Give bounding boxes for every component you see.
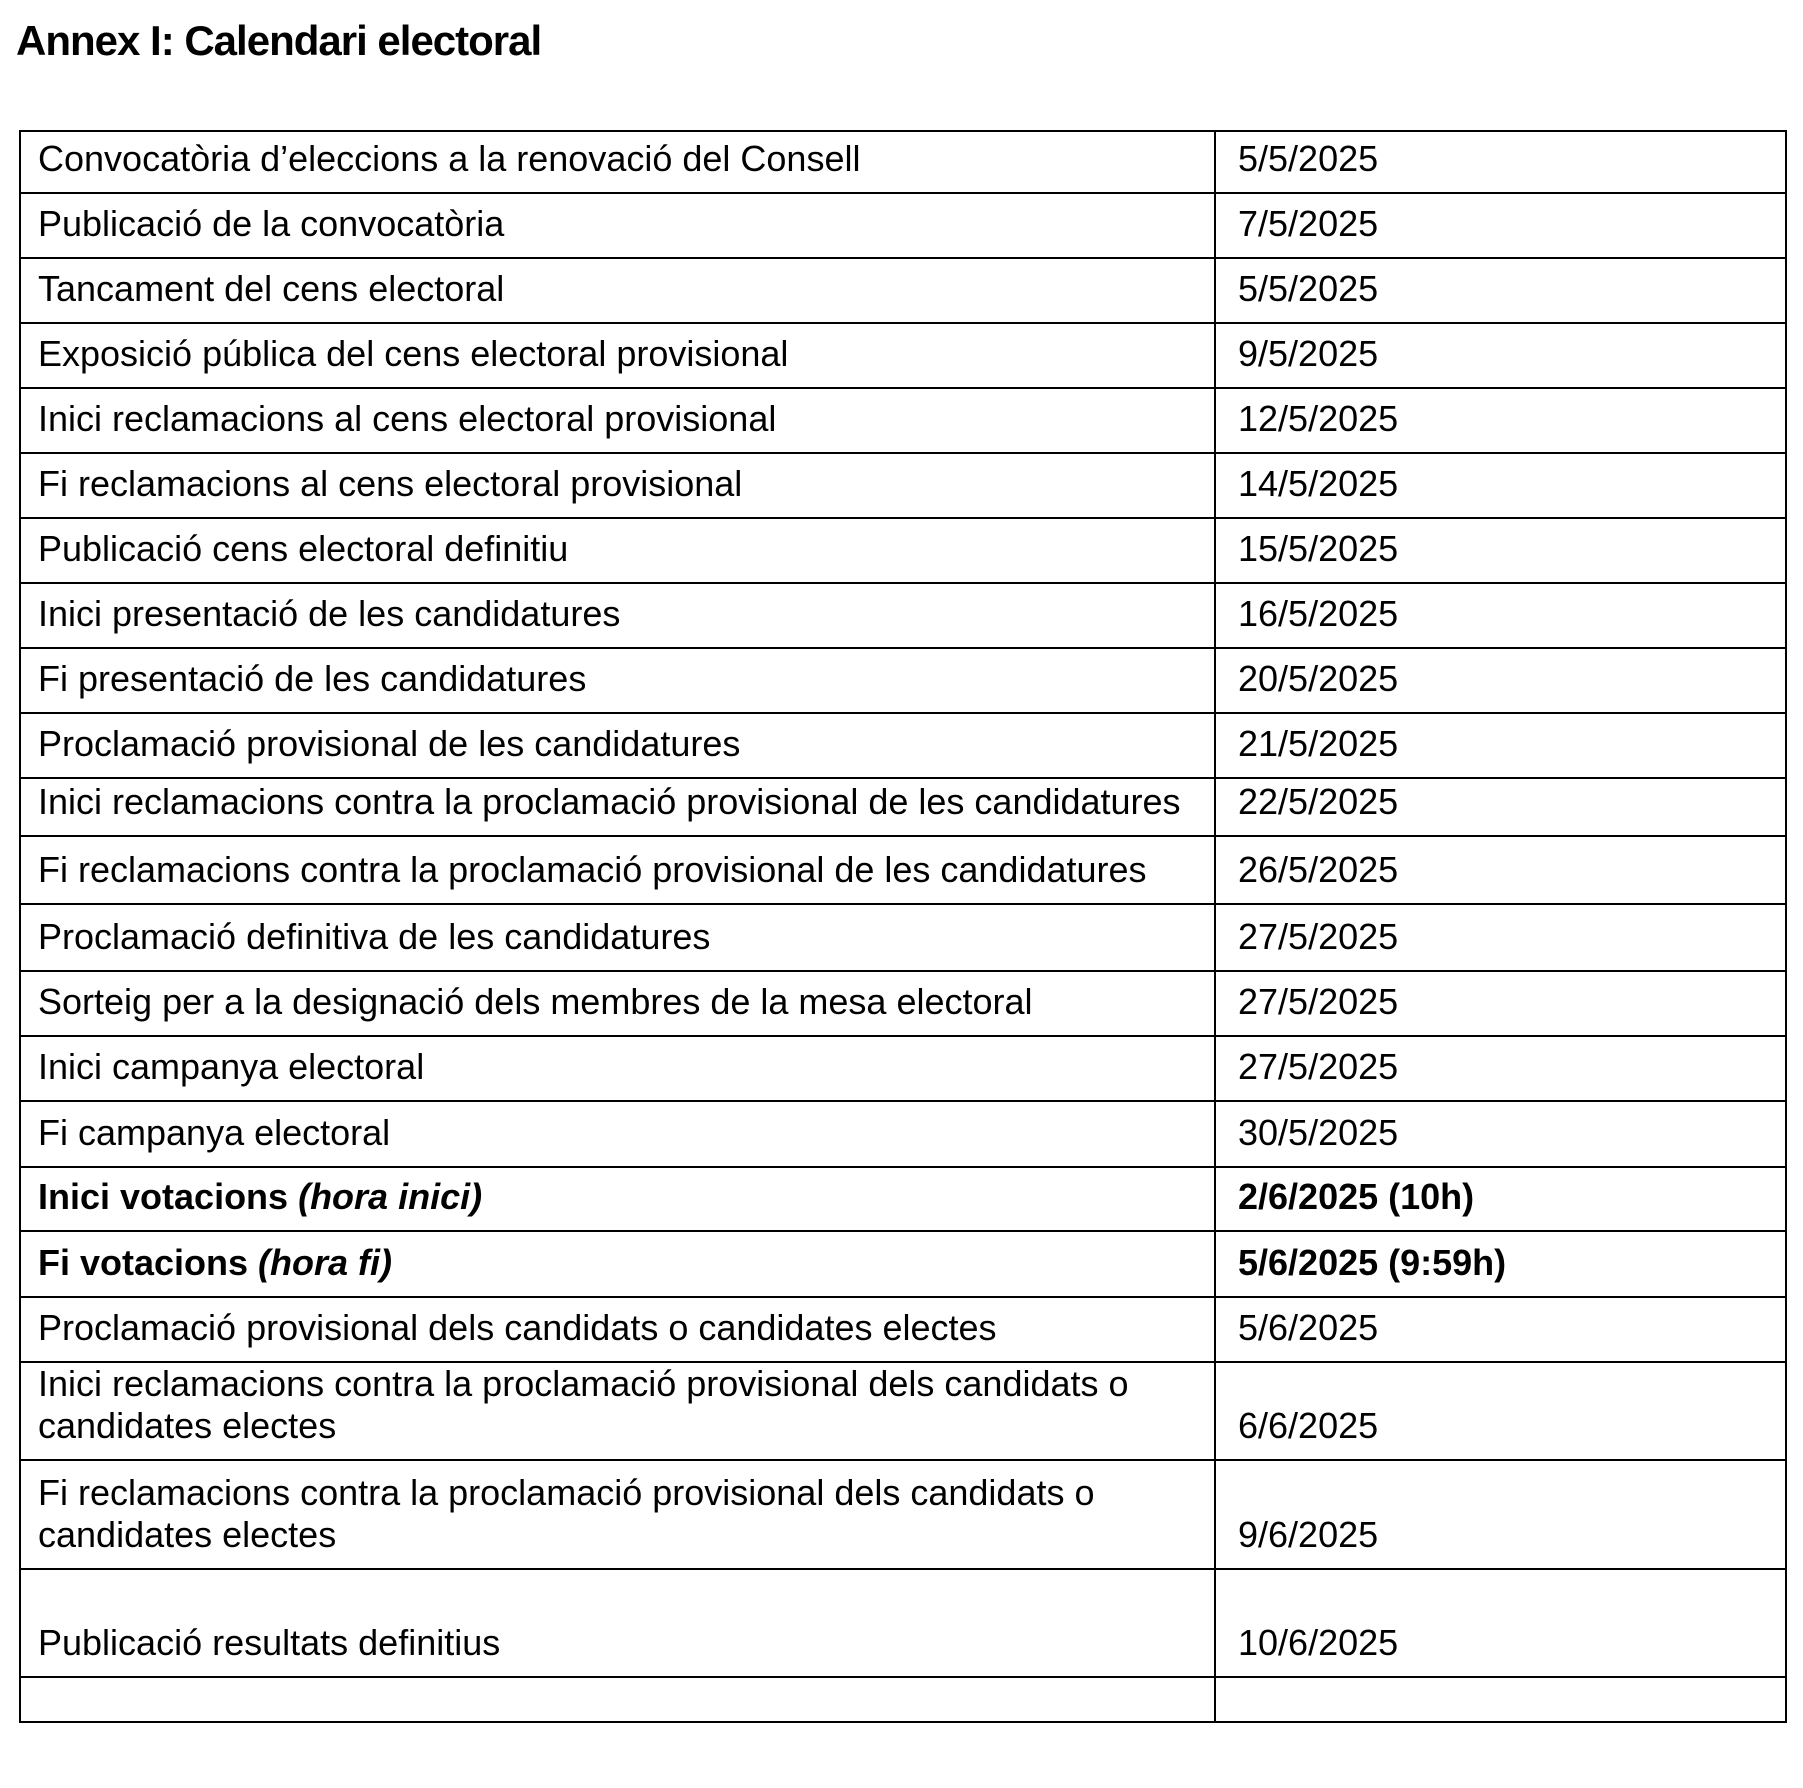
date-cell bbox=[1215, 836, 1786, 904]
date-cell bbox=[1215, 1297, 1786, 1362]
date-label: 27/5/2025 bbox=[1238, 1046, 1399, 1087]
event-cell bbox=[20, 1569, 1215, 1677]
table-row bbox=[20, 778, 1786, 836]
event-label: Fi presentació de les candidatures bbox=[38, 658, 587, 699]
event-line: Inici reclamacions contra la proclamació provisional dels candidats o bbox=[38, 1363, 1129, 1404]
table-row bbox=[20, 648, 1786, 713]
table-row bbox=[20, 1167, 1786, 1231]
event-label: Fi campanya electoral bbox=[38, 1112, 391, 1153]
event-cell bbox=[20, 518, 1215, 583]
event-cell bbox=[20, 1036, 1215, 1101]
table-row bbox=[20, 1231, 1786, 1297]
table-row bbox=[20, 836, 1786, 904]
event-label: Inici reclamacions contra la proclamació provisional de les candidatures bbox=[38, 781, 1181, 822]
date-cell bbox=[1215, 1460, 1786, 1569]
calendar-table-body bbox=[20, 131, 1786, 1722]
date-cell bbox=[1215, 1362, 1786, 1460]
date-label: 21/5/2025 bbox=[1238, 723, 1399, 764]
table-row bbox=[20, 971, 1786, 1036]
event-cell bbox=[20, 1677, 1215, 1722]
date-label: 15/5/2025 bbox=[1238, 528, 1399, 569]
event-cell bbox=[20, 1101, 1215, 1167]
date-cell bbox=[1215, 1677, 1786, 1722]
date-label: 9/5/2025 bbox=[1238, 333, 1379, 374]
date-label: 5/6/2025 bbox=[1238, 1307, 1379, 1348]
table-row bbox=[20, 1569, 1786, 1677]
event-label: Tancament del cens electoral bbox=[38, 268, 505, 309]
event-label: Proclamació provisional dels candidats o candidates electes bbox=[38, 1307, 997, 1348]
date-cell bbox=[1215, 1231, 1786, 1297]
date-cell bbox=[1215, 583, 1786, 648]
calendar-table bbox=[19, 130, 1787, 1723]
event-cell bbox=[20, 323, 1215, 388]
date-label: 5/5/2025 bbox=[1238, 268, 1379, 309]
date-cell bbox=[1215, 713, 1786, 778]
event-cell bbox=[20, 971, 1215, 1036]
date-label: 5/5/2025 bbox=[1238, 138, 1379, 179]
event-cell bbox=[20, 1231, 1215, 1297]
date-cell bbox=[1215, 1036, 1786, 1101]
event-cell bbox=[20, 388, 1215, 453]
date-cell bbox=[1215, 971, 1786, 1036]
event-label: Fi votacions bbox=[38, 1242, 259, 1283]
date-label: 12/5/2025 bbox=[1238, 398, 1399, 439]
date-label: 10/6/2025 bbox=[1238, 1622, 1399, 1663]
date-cell bbox=[1215, 518, 1786, 583]
table-row bbox=[20, 1677, 1786, 1722]
event-cell bbox=[20, 193, 1215, 258]
date-label: 2/6/2025 (10h) bbox=[1238, 1176, 1475, 1217]
table-row bbox=[20, 583, 1786, 648]
event-label: Fi reclamacions al cens electoral provisional bbox=[38, 463, 743, 504]
event-label: Fi reclamacions contra la proclamació provisional de les candidatures bbox=[38, 849, 1147, 890]
event-label-italic: (hora inici) bbox=[298, 1176, 483, 1217]
event-label: Publicació cens electoral definitiu bbox=[38, 528, 569, 569]
event-cell bbox=[20, 1297, 1215, 1362]
date-cell bbox=[1215, 453, 1786, 518]
event-label: Inici presentació de les candidatures bbox=[38, 593, 621, 634]
table-row bbox=[20, 1460, 1786, 1569]
table-row bbox=[20, 388, 1786, 453]
event-cell bbox=[20, 583, 1215, 648]
table-row bbox=[20, 323, 1786, 388]
event-cell bbox=[20, 1460, 1215, 1569]
event-cell bbox=[20, 648, 1215, 713]
date-label: 14/5/2025 bbox=[1238, 463, 1399, 504]
table-row bbox=[20, 713, 1786, 778]
table-row bbox=[20, 131, 1786, 193]
table-row bbox=[20, 1101, 1786, 1167]
event-label: Inici votacions bbox=[38, 1176, 299, 1217]
event-cell bbox=[20, 1362, 1215, 1460]
event-cell bbox=[20, 258, 1215, 323]
event-cell bbox=[20, 131, 1215, 193]
date-label: 22/5/2025 bbox=[1238, 781, 1399, 822]
date-label: 20/5/2025 bbox=[1238, 658, 1399, 699]
date-cell bbox=[1215, 904, 1786, 971]
event-label: Exposició pública del cens electoral provisional bbox=[38, 333, 789, 374]
event-label: Sorteig per a la designació dels membres de la mesa electoral bbox=[38, 981, 1033, 1022]
date-cell bbox=[1215, 1569, 1786, 1677]
event-cell bbox=[20, 836, 1215, 904]
event-label: Convocatòria d’eleccions a la renovació del Consell bbox=[38, 138, 861, 179]
event-label: Publicació resultats definitius bbox=[38, 1622, 501, 1663]
table-row bbox=[20, 518, 1786, 583]
event-label: Proclamació definitiva de les candidatures bbox=[38, 916, 711, 957]
event-cell bbox=[20, 713, 1215, 778]
event-label: Inici campanya electoral bbox=[38, 1046, 425, 1087]
date-label: 27/5/2025 bbox=[1238, 916, 1399, 957]
date-label: 26/5/2025 bbox=[1238, 849, 1399, 890]
table-row bbox=[20, 258, 1786, 323]
table-row bbox=[20, 904, 1786, 971]
event-cell bbox=[20, 778, 1215, 836]
date-cell bbox=[1215, 388, 1786, 453]
event-label-italic: (hora fi) bbox=[258, 1242, 393, 1283]
date-label: 7/5/2025 bbox=[1238, 203, 1379, 244]
date-label: 5/6/2025 (9:59h) bbox=[1238, 1242, 1507, 1283]
event-label: Inici reclamacions al cens electoral provisional bbox=[38, 398, 777, 439]
date-label: 30/5/2025 bbox=[1238, 1112, 1399, 1153]
date-cell bbox=[1215, 648, 1786, 713]
date-cell bbox=[1215, 778, 1786, 836]
event-line: candidates electes bbox=[38, 1514, 337, 1555]
date-label: 27/5/2025 bbox=[1238, 981, 1399, 1022]
event-line: candidates electes bbox=[38, 1405, 337, 1446]
date-label: 6/6/2025 bbox=[1238, 1405, 1379, 1446]
event-label: Proclamació provisional de les candidatures bbox=[38, 723, 741, 764]
event-cell bbox=[20, 904, 1215, 971]
date-cell bbox=[1215, 1167, 1786, 1231]
date-cell bbox=[1215, 1101, 1786, 1167]
event-line: Fi reclamacions contra la proclamació provisional dels candidats o bbox=[38, 1472, 1095, 1513]
event-cell bbox=[20, 453, 1215, 518]
table-row bbox=[20, 1297, 1786, 1362]
page-title: Annex I: Calendari electoral bbox=[16, 17, 542, 64]
date-cell bbox=[1215, 323, 1786, 388]
table-row bbox=[20, 453, 1786, 518]
event-label: Publicació de la convocatòria bbox=[38, 203, 505, 244]
date-cell bbox=[1215, 131, 1786, 193]
table-row bbox=[20, 1362, 1786, 1460]
event-cell bbox=[20, 1167, 1215, 1231]
date-label: 16/5/2025 bbox=[1238, 593, 1399, 634]
table-row bbox=[20, 193, 1786, 258]
date-cell bbox=[1215, 193, 1786, 258]
date-cell bbox=[1215, 258, 1786, 323]
date-label: 9/6/2025 bbox=[1238, 1514, 1379, 1555]
table-row bbox=[20, 1036, 1786, 1101]
